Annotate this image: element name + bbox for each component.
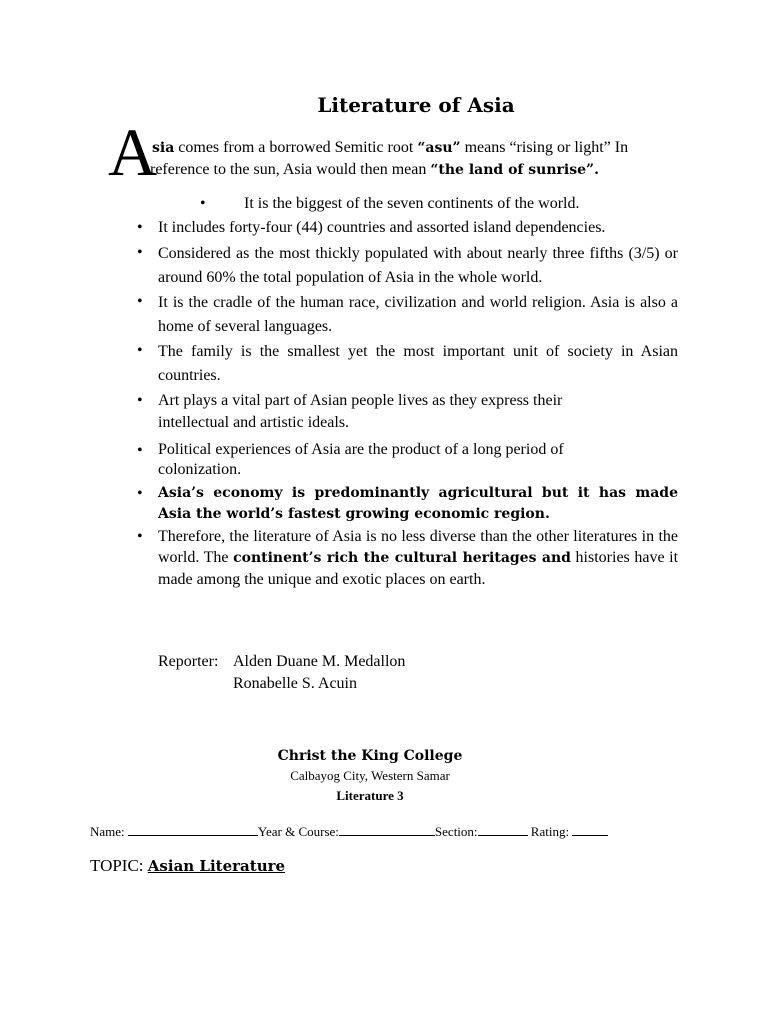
college-name: Christ the King College — [277, 748, 463, 764]
intro-text-3: reference to the sun, Asia would then mean — [150, 161, 431, 178]
name-field[interactable] — [128, 823, 258, 836]
reporter-block — [158, 651, 406, 692]
name-label: Name: — [90, 824, 125, 839]
intro-bold-land: “the land of sunrise”. — [430, 162, 599, 178]
student-info-fields — [90, 823, 608, 840]
intro-bold-asu: “asu” — [417, 140, 461, 156]
year-course-label: Year & Course: — [257, 824, 339, 839]
reporter-name-2: Ronabelle S. Acuin — [233, 675, 357, 692]
topic-line — [90, 856, 285, 876]
section-field[interactable] — [478, 823, 528, 836]
intro-text-1: comes from a borrowed Semitic root — [174, 139, 418, 156]
intro-paragraph — [152, 137, 692, 181]
intro-bold-sia: sia — [152, 140, 175, 156]
subject-name: Literature 3 — [336, 788, 404, 803]
section-label: Section: — [434, 824, 478, 839]
rating-label: Rating: — [530, 824, 570, 839]
intro-text-2: means “rising or light” In — [460, 139, 629, 156]
college-location: Calbayog City, Western Samar — [290, 768, 450, 783]
reporter-name-1: Alden Duane M. Medallon — [233, 653, 406, 670]
topic-value: Asian Literature — [147, 857, 286, 875]
drop-cap: A — [108, 114, 158, 190]
page-title: Literature of Asia — [317, 93, 515, 117]
year-course-field[interactable] — [339, 823, 435, 836]
topic-label: TOPIC: — [90, 856, 144, 875]
rating-field[interactable] — [572, 823, 608, 836]
reporter-label: Reporter: — [158, 653, 219, 670]
